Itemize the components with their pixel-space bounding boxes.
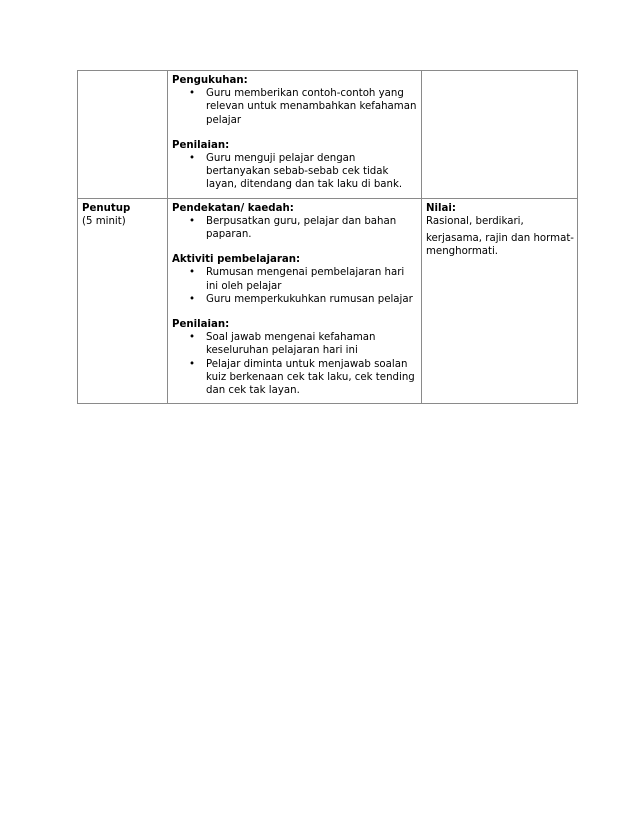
list-item: • Rumusan mengenai pembelajaran hari ini oleh pelajar xyxy=(206,266,418,292)
pendekatan-section xyxy=(172,202,418,242)
values-cell xyxy=(422,198,578,404)
stage-cell xyxy=(78,198,168,404)
lesson-plan-table xyxy=(77,70,578,404)
bullet-list xyxy=(172,152,418,192)
stage-cell xyxy=(78,71,168,199)
activity-cell xyxy=(168,71,422,199)
list-item: • Pelajar diminta untuk menjawab soalan kuiz berkenaan cek tak laku, cek tending dan cek tak layan. xyxy=(206,358,418,398)
stage-title: Penutup xyxy=(82,202,131,214)
section-heading: Penilaian: xyxy=(172,319,230,331)
nilai-line: kerjasama, rajin dan hormat-menghormati. xyxy=(426,233,574,258)
bullet-list xyxy=(172,331,418,397)
list-item: • Guru memperkukuhkan rumusan pelajar xyxy=(206,293,418,306)
section-heading: Pendekatan/ kaedah: xyxy=(172,202,294,214)
list-item: • Guru memberikan contoh-contoh yang relevan untuk menambahkan kefahaman pelajar xyxy=(206,87,418,127)
stage-duration: (5 minit) xyxy=(82,215,126,227)
bullet-list xyxy=(172,266,418,306)
section-heading: Penilaian: xyxy=(172,139,230,151)
activity-cell xyxy=(168,198,422,404)
list-item: • Berpusatkan guru, pelajar dan bahan paparan. xyxy=(206,215,418,241)
penilaian-section xyxy=(172,318,418,397)
table-row xyxy=(78,71,578,199)
values-cell xyxy=(422,71,578,199)
aktiviti-section xyxy=(172,253,418,306)
bullet-list xyxy=(172,87,418,127)
pengukuhan-section xyxy=(172,74,418,127)
section-heading: Pengukuhan: xyxy=(172,75,248,86)
penilaian-section xyxy=(172,139,418,192)
nilai-line: Rasional, berdikari, xyxy=(426,215,524,227)
list-item: • Guru menguji pelajar dengan bertanyakan sebab-sebab cek tidak layan, ditendang dan tak laku di bank. xyxy=(206,152,418,192)
table-row xyxy=(78,198,578,404)
list-item: • Soal jawab mengenai kefahaman keseluruhan pelajaran hari ini xyxy=(206,331,418,357)
section-heading: Aktiviti pembelajaran: xyxy=(172,254,301,266)
nilai-heading: Nilai: xyxy=(426,202,456,214)
bullet-list xyxy=(172,215,418,241)
